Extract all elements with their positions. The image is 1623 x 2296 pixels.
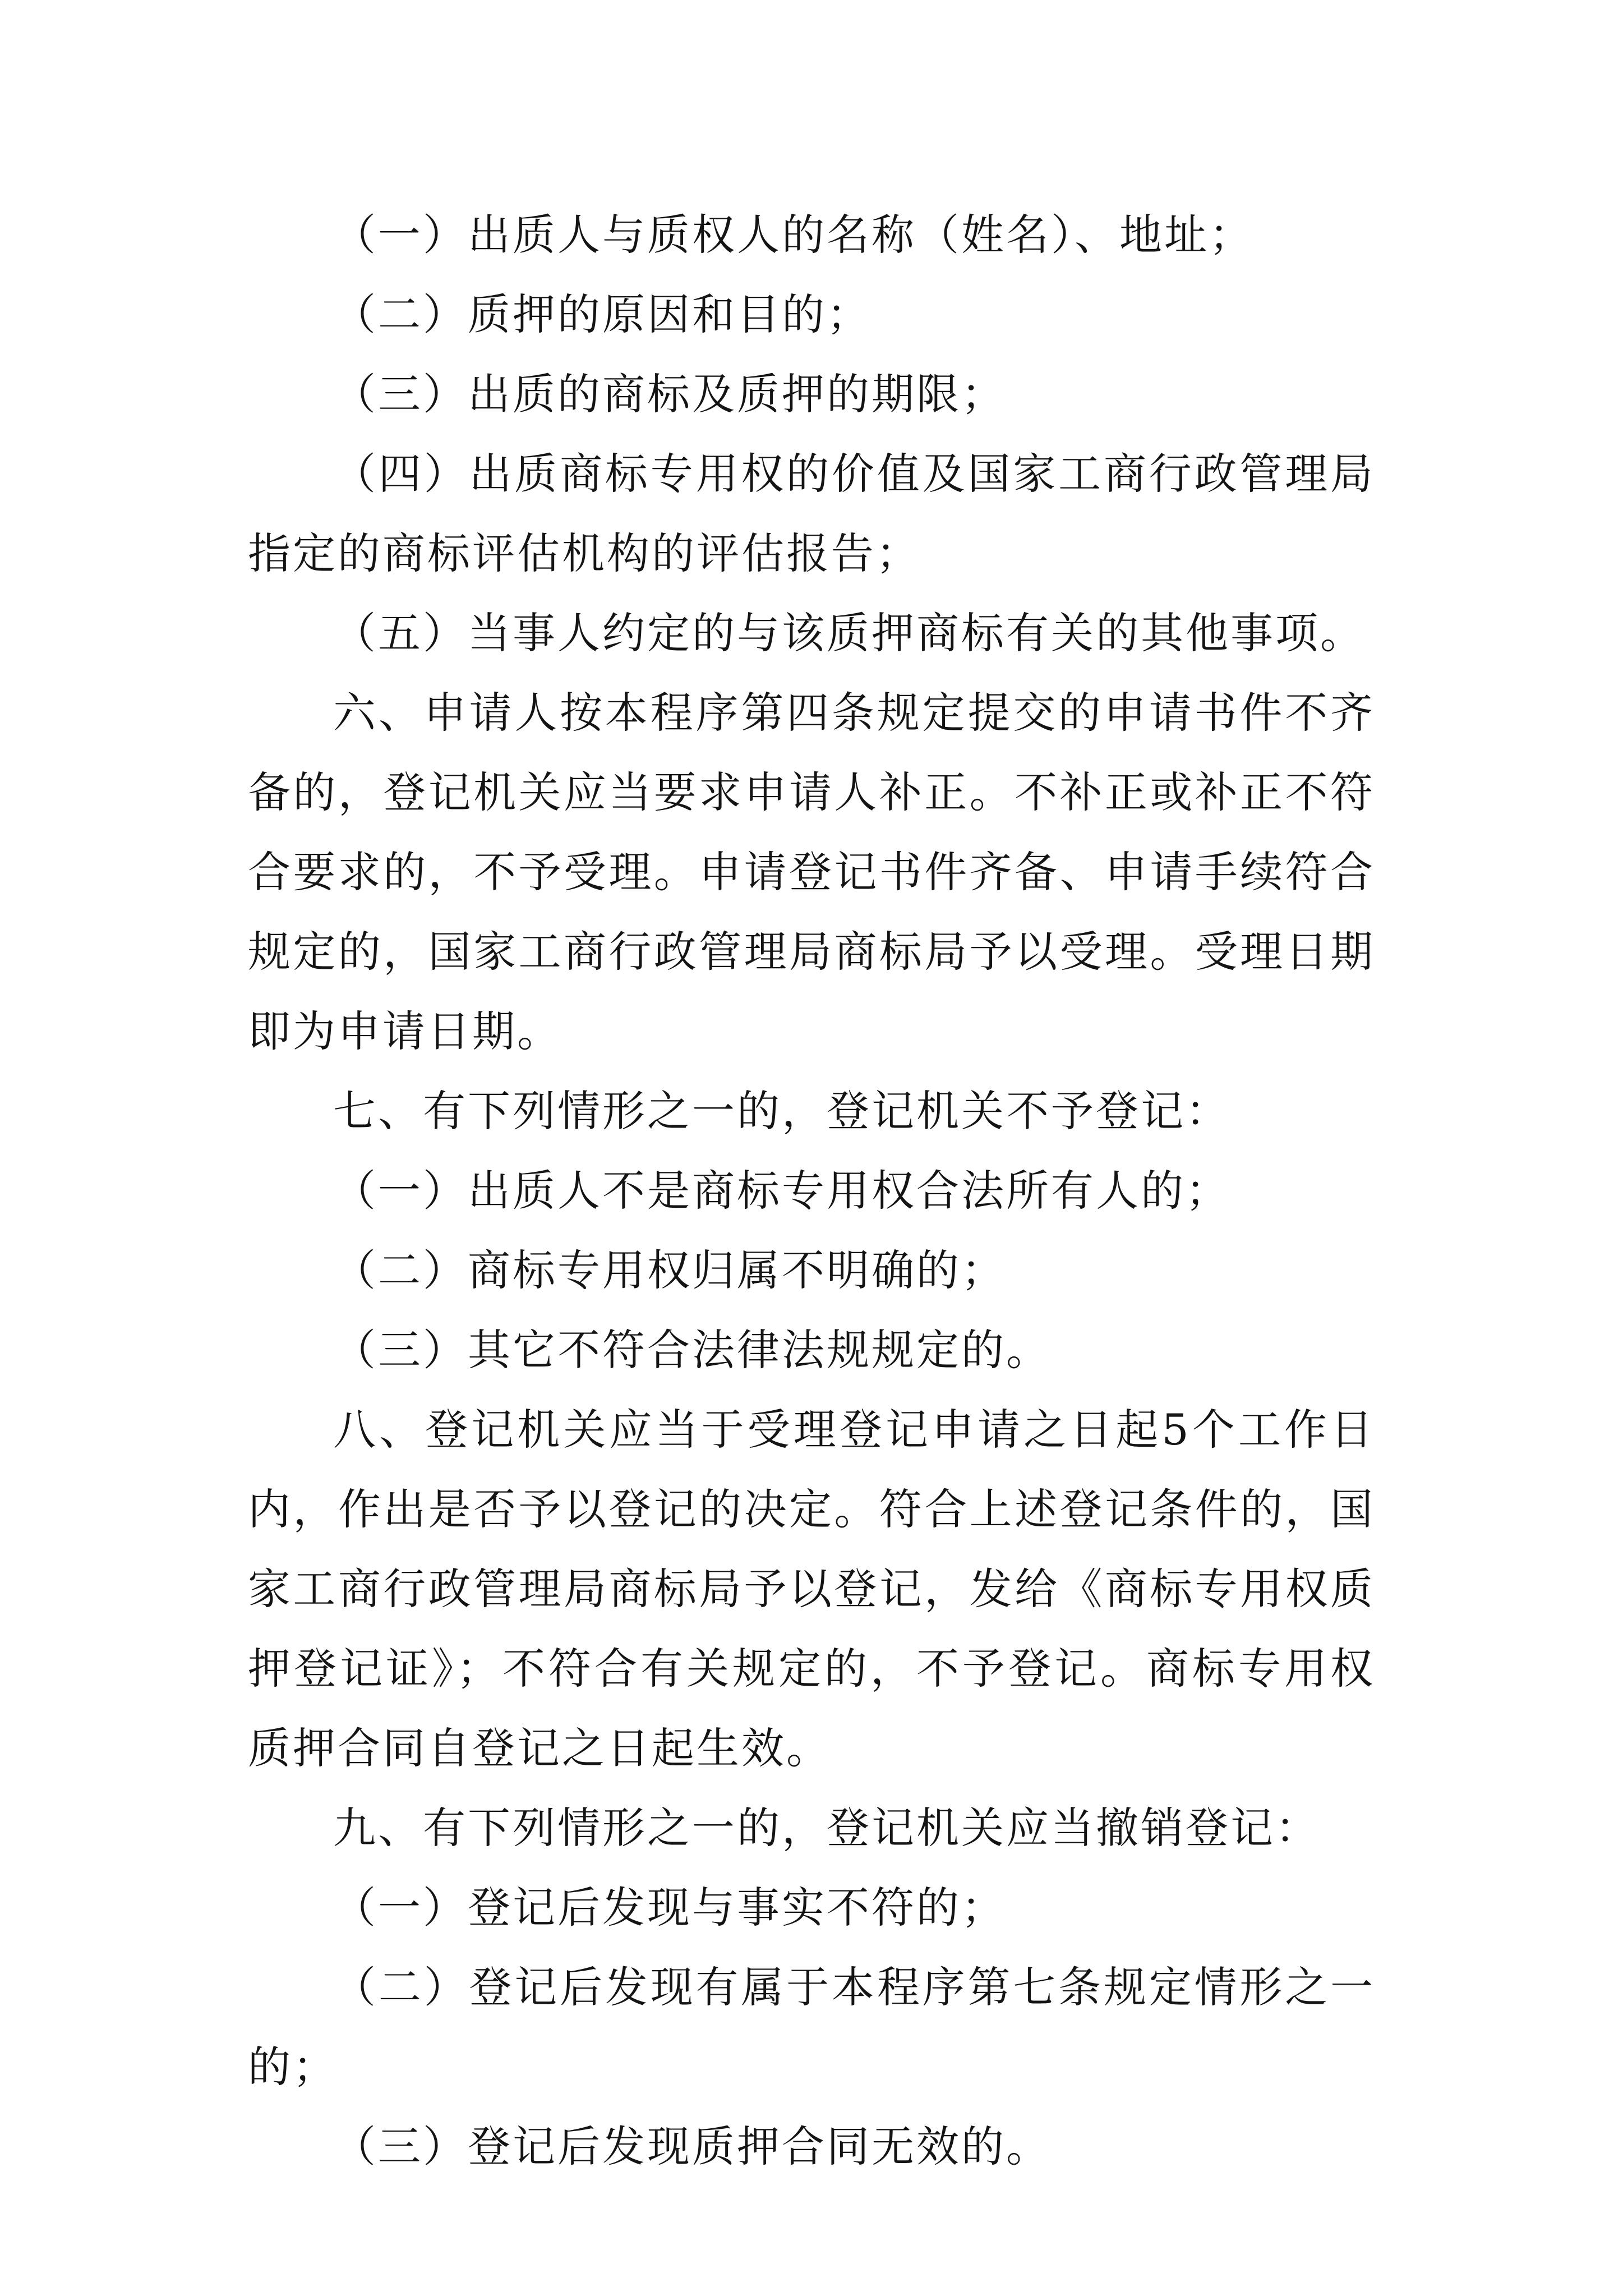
paragraph-article-9-item-3: （三）登记后发现质押合同无效的。 <box>333 2122 1051 2171</box>
paragraph-item-4: （四）出质商标专用权的价值及国家工商行政管理局指定的商标评估机构的评估报告； <box>248 449 1375 578</box>
paragraph-article-7-item-1: （一）出质人不是商标专用权合法所有人的； <box>333 1166 1230 1216</box>
paragraph-item-3: （三）出质的商标及质押的期限； <box>333 369 1006 419</box>
document-body <box>248 195 1375 2187</box>
paragraph-article-7-item-2: （二）商标专用权归属不明确的； <box>333 1245 1006 1295</box>
paragraph-item-1: （一）出质人与质权人的名称（姓名）、地址； <box>333 210 1254 260</box>
paragraph-item-5: （五）当事人约定的与该质押商标有关的其他事项。 <box>333 608 1365 658</box>
paragraph-article-6: 六、申请人按本程序第四条规定提交的申请书件不齐备的，登记机关应当要求申请人补正。不补正或补正不符合要求的，不予受理。申请登记书件齐备、申请手续符合规定的，国家工商行政管理局商标局予以受理。受理日期即为申请日期。 <box>248 688 1375 1056</box>
paragraph-article-9-item-1: （一）登记后发现与事实不符的； <box>333 1883 1006 1932</box>
paragraph-article-8: 八、登记机关应当于受理登记申请之日起5个工作日内，作出是否予以登记的决定。符合上述登记条件的，国家工商行政管理局商标局予以登记，发给《商标专用权质押登记证》；不符合有关规定的，不予登记。商标专用权质押合同自登记之日起生效。 <box>248 1405 1375 1773</box>
paragraph-item-2: （二）质押的原因和目的； <box>333 289 872 339</box>
paragraph-article-7: 七、有下列情形之一的，登记机关不予登记： <box>333 1086 1230 1136</box>
paragraph-article-9: 九、有下列情形之一的，登记机关应当撤销登记： <box>333 1803 1320 1853</box>
paragraph-article-7-item-3: （三）其它不符合法律法规规定的。 <box>333 1325 1051 1375</box>
paragraph-article-9-item-2: （二）登记后发现有属于本程序第七条规定情形之一的； <box>248 1962 1375 2092</box>
